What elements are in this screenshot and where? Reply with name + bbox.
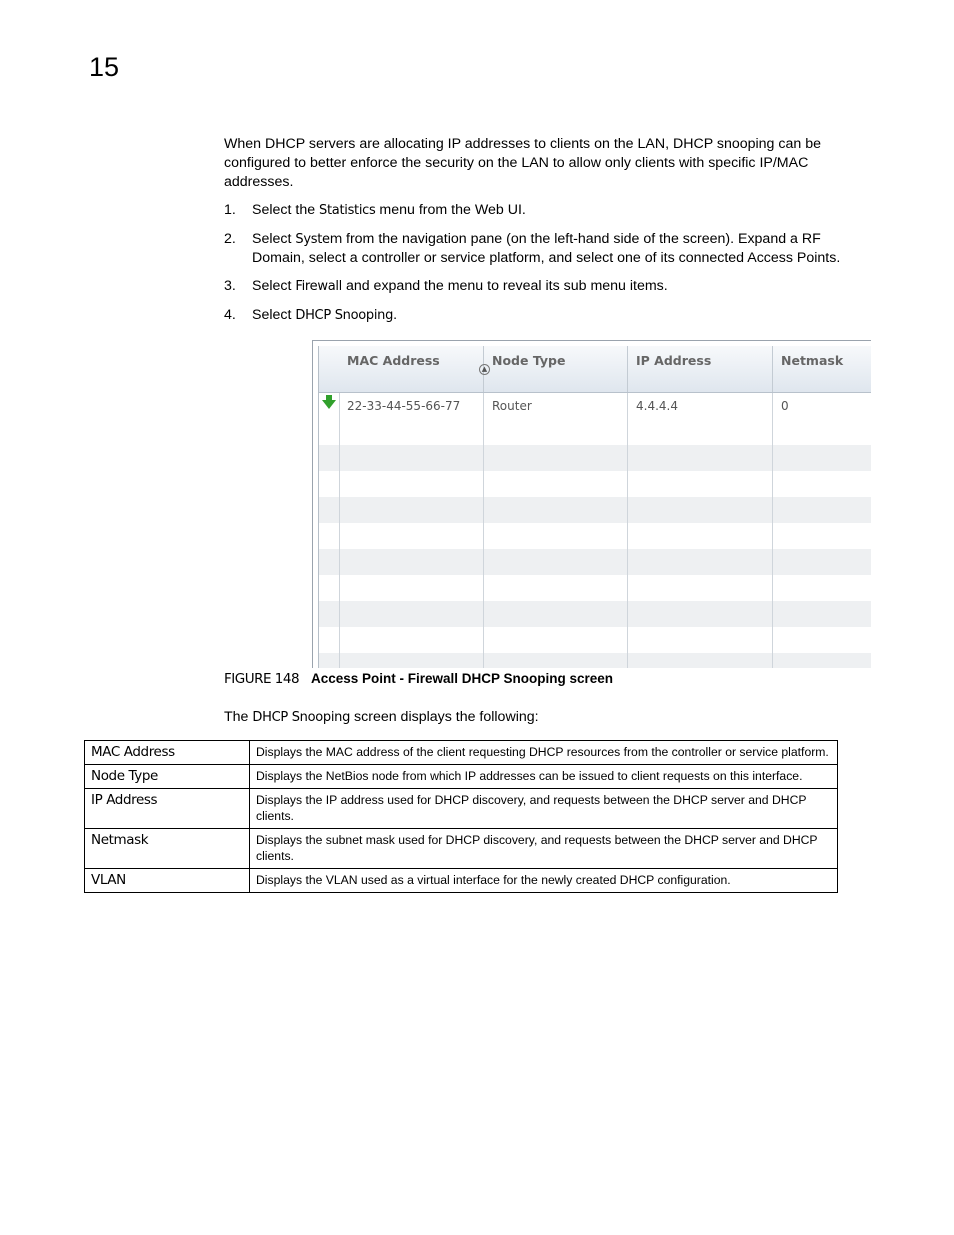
- step-text: and expand the menu to reveal its sub menu items.: [342, 278, 668, 294]
- grid-divider: [339, 393, 340, 668]
- empty-row: [319, 601, 871, 627]
- snooping-grid: [318, 346, 871, 668]
- figure-label: FIGURE 148: [224, 671, 300, 687]
- ui-term: DHCP Snooping: [252, 710, 351, 725]
- step-text: from the navigation pane (on the left-hand side of the screen). Expand a RF Domain, select a controller or service platform, and select one of its connected Access Points.: [252, 231, 841, 266]
- definitions-table: [84, 740, 838, 893]
- column-header-mac-address[interactable]: [339, 346, 488, 392]
- table-row: [85, 869, 838, 893]
- chapter-number: 15: [89, 52, 120, 82]
- definition-term: MAC Address: [85, 741, 250, 765]
- step-number: 3.: [224, 278, 236, 294]
- cell-netmask: 0: [781, 399, 789, 413]
- definition-term: Netmask: [85, 829, 250, 869]
- table-row: [85, 829, 838, 869]
- ui-term: Statistics: [319, 203, 376, 218]
- column-header-label: Node Type: [492, 353, 566, 368]
- cell-ip-address: 4.4.4.4: [636, 399, 678, 413]
- description-text: screen displays the following:: [350, 709, 539, 725]
- ui-term: DHCP Snooping: [295, 308, 394, 323]
- step-text: Select: [252, 278, 296, 294]
- column-header-label: Netmask: [781, 353, 844, 368]
- empty-row: [319, 653, 871, 668]
- table-row: [85, 741, 838, 765]
- step-number: 2.: [224, 231, 236, 247]
- step-text: Select the: [252, 202, 320, 218]
- empty-row: [319, 549, 871, 575]
- column-header-netmask[interactable]: [773, 346, 871, 392]
- definition-description: Displays the NetBios node from which IP addresses can be issued to client requests on this interface.: [250, 765, 838, 789]
- step-item: [224, 277, 874, 296]
- sort-up-icon[interactable]: ▲: [479, 364, 490, 375]
- column-header-label: MAC Address: [347, 353, 440, 368]
- step-item: [224, 306, 874, 325]
- step-number: 1.: [224, 202, 236, 218]
- intro-paragraph: When DHCP servers are allocating IP addresses to clients on the LAN, DHCP snooping can be configured to better enforce the security on the LAN to allow only clients with specific IP/MAC addresses.: [224, 136, 821, 190]
- column-header-node-type[interactable]: [484, 346, 628, 392]
- ui-term: System: [295, 232, 343, 247]
- definition-description: Displays the VLAN used as a virtual interface for the newly created DHCP configuration.: [250, 869, 838, 893]
- step-text: menu from the Web UI.: [375, 202, 526, 218]
- description-text: The: [224, 709, 253, 725]
- step-item: [224, 201, 874, 220]
- grid-divider: [627, 393, 628, 668]
- figure-title: Access Point - Firewall DHCP Snooping screen: [310, 671, 614, 686]
- column-header-ip-address[interactable]: [628, 346, 773, 392]
- step-text: .: [393, 307, 398, 323]
- table-row: [85, 765, 838, 789]
- step-text: Select: [252, 231, 296, 247]
- definition-description: Displays the IP address used for DHCP discovery, and requests between the DHCP server and DHCP clients.: [250, 789, 838, 829]
- description-paragraph: [224, 709, 539, 725]
- empty-row: [319, 497, 871, 523]
- steps-list: [224, 201, 874, 335]
- green-down-arrow-icon: [322, 400, 336, 409]
- figure-caption: [224, 670, 613, 687]
- step-text: Select: [252, 307, 296, 323]
- column-header-label: IP Address: [636, 353, 712, 368]
- dhcp-snooping-screenshot: [312, 340, 871, 668]
- definition-term: VLAN: [85, 869, 250, 893]
- definition-term: IP Address: [85, 789, 250, 829]
- definition-description: Displays the subnet mask used for DHCP discovery, and requests between the DHCP server and DHCP clients.: [250, 829, 838, 869]
- definition-term: Node Type: [85, 765, 250, 789]
- ui-term: Firewall: [295, 279, 342, 294]
- grid-divider: [483, 393, 484, 668]
- empty-row: [319, 445, 871, 471]
- table-row[interactable]: [319, 393, 871, 419]
- table-row: [85, 789, 838, 829]
- grid-divider: [772, 393, 773, 668]
- cell-mac-address: 22-33-44-55-66-77: [347, 399, 461, 413]
- step-item: [224, 230, 874, 267]
- cell-node-type: Router: [492, 399, 532, 413]
- definition-description: Displays the MAC address of the client requesting DHCP resources from the controller or service platform.: [250, 741, 838, 765]
- step-number: 4.: [224, 307, 236, 323]
- grid-header: [319, 346, 871, 393]
